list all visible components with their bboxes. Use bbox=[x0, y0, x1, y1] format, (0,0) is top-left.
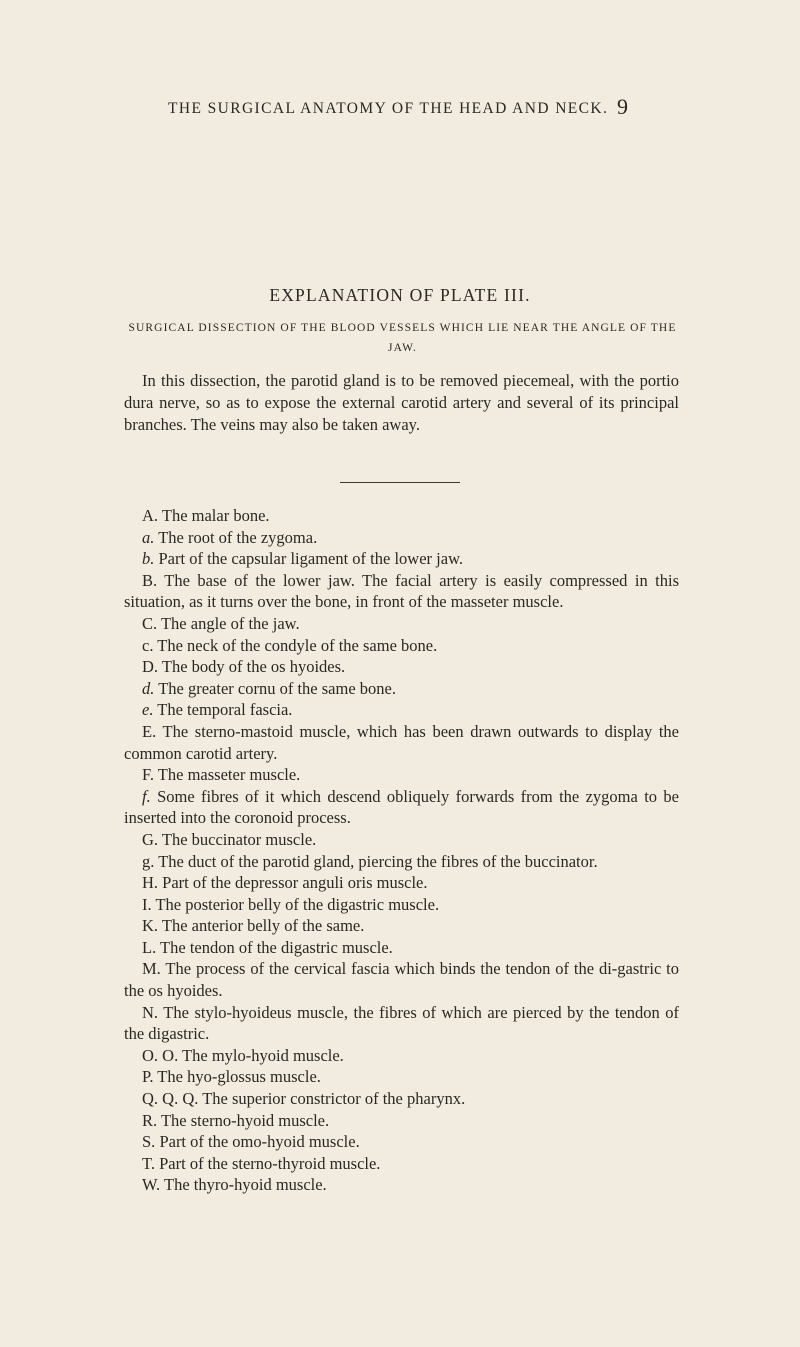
legend-description: The posterior belly of the digastric muscle. bbox=[151, 894, 440, 914]
legend-key: K. bbox=[142, 916, 159, 936]
legend-description: The root of the zygoma. bbox=[154, 527, 318, 547]
legend-description: The angle of the jaw. bbox=[157, 613, 300, 633]
legend-description: The buccinator muscle. bbox=[158, 829, 317, 849]
legend-key: P. bbox=[142, 1067, 154, 1087]
legend-entry bbox=[124, 1066, 679, 1088]
plate-subtitle: SURGICAL DISSECTION OF THE BLOOD VESSELS WHICH LIE NEAR THE ANGLE OF THE JAW. bbox=[128, 322, 677, 354]
legend-description: Part of the depressor anguli oris muscle. bbox=[158, 873, 428, 893]
legend-description: The mylo-hyoid muscle. bbox=[178, 1045, 344, 1065]
running-title: THE SURGICAL ANATOMY OF THE HEAD AND NECK. bbox=[168, 100, 609, 117]
legend-entry bbox=[124, 548, 679, 570]
legend-description: The stylo-hyoideus muscle, the fibres of which are pierced by the tendon of the digastric. bbox=[124, 1002, 679, 1044]
legend-entry bbox=[124, 851, 679, 873]
legend-entry bbox=[124, 570, 679, 613]
legend-description: The tendon of the digastric muscle. bbox=[156, 937, 393, 957]
legend-entry bbox=[124, 829, 679, 851]
legend-key: L. bbox=[142, 937, 157, 957]
legend-entry bbox=[124, 894, 679, 916]
legend-entry bbox=[124, 678, 679, 700]
legend-entry bbox=[124, 721, 679, 764]
legend-key: G. bbox=[142, 829, 159, 849]
intro-paragraph: In this dissection, the parotid gland is to be removed piecemeal, with the portio dura nerve, so as to expose the external carotid artery and several of its principal branches. The veins may also be taken away. bbox=[124, 371, 679, 434]
page-number: 9 bbox=[617, 94, 628, 119]
legend-entry bbox=[124, 1110, 679, 1132]
legend-entry bbox=[124, 613, 679, 635]
legend-entry bbox=[124, 958, 679, 1001]
legend-key: b. bbox=[142, 549, 155, 569]
legend-description: The neck of the condyle of the same bone. bbox=[153, 635, 438, 655]
legend-key: H. bbox=[142, 873, 159, 893]
legend-description: The process of the cervical fascia which binds the tendon of the di-gastric to the os hyoides. bbox=[124, 959, 679, 1001]
legend-entry bbox=[124, 656, 679, 678]
legend-entry bbox=[124, 1131, 679, 1153]
legend-key: c. bbox=[142, 635, 154, 655]
legend-description: The sterno-mastoid muscle, which has been drawn outwards to display the common carotid artery. bbox=[124, 721, 679, 763]
legend-description: The superior constrictor of the pharynx. bbox=[198, 1089, 466, 1109]
legend-description: The anterior belly of the same. bbox=[158, 916, 365, 936]
legend-description: The temporal fascia. bbox=[153, 700, 293, 720]
legend-key: T. bbox=[142, 1153, 155, 1173]
legend-key: R. bbox=[142, 1110, 158, 1130]
legend-key: N. bbox=[142, 1002, 159, 1022]
legend-key: M. bbox=[142, 959, 161, 979]
legend-description: The hyo-glossus muscle. bbox=[153, 1067, 321, 1087]
plate-title: EXPLANATION OF PLATE III. bbox=[269, 285, 531, 305]
legend-description: Part of the omo-hyoid muscle. bbox=[155, 1132, 360, 1152]
legend-key: f. bbox=[142, 786, 151, 806]
legend-key: A. bbox=[142, 506, 159, 525]
legend-entry bbox=[124, 1002, 679, 1045]
legend-key: Q. Q. Q. bbox=[142, 1089, 199, 1109]
legend-entry bbox=[124, 1045, 679, 1067]
legend-entry bbox=[124, 1088, 679, 1110]
legend-description: The masseter muscle. bbox=[153, 765, 301, 785]
legend-key: a. bbox=[142, 527, 155, 547]
legend-description: The duct of the parotid gland, piercing the fibres of the buccinator. bbox=[154, 851, 598, 871]
legend-entry bbox=[124, 937, 679, 959]
legend-entry bbox=[124, 915, 679, 937]
legend-key: E. bbox=[142, 721, 157, 741]
legend-description: The thyro-hyoid muscle. bbox=[160, 1175, 327, 1195]
legend-entry bbox=[124, 786, 679, 829]
legend-entry bbox=[124, 764, 679, 786]
legend-description: Part of the sterno-thyroid muscle. bbox=[154, 1153, 381, 1173]
legend-key: C. bbox=[142, 613, 158, 633]
legend-key: B. bbox=[142, 570, 158, 590]
running-head bbox=[0, 94, 800, 124]
legend-entry bbox=[124, 1153, 679, 1175]
legend-description: The malar bone. bbox=[158, 506, 270, 525]
legend-key: I. bbox=[142, 894, 152, 914]
legend-key: F. bbox=[142, 765, 154, 785]
legend-description: Some fibres of it which descend obliquely forwards from the zygoma to be inserted into the coronoid process. bbox=[124, 786, 679, 828]
legend-key: W. bbox=[142, 1175, 161, 1195]
legend-entry bbox=[124, 1174, 679, 1196]
legend-entry bbox=[124, 699, 679, 721]
legend-key: S. bbox=[142, 1132, 156, 1152]
legend-key: d. bbox=[142, 678, 155, 698]
legend-key: e. bbox=[142, 700, 154, 720]
legend-entry bbox=[124, 527, 679, 549]
legend-entry bbox=[124, 635, 679, 657]
legend-description: The body of the os hyoides. bbox=[158, 657, 346, 677]
legend-description: The sterno-hyoid muscle. bbox=[157, 1110, 330, 1130]
legend-description: The greater cornu of the same bone. bbox=[154, 678, 396, 698]
legend-key: D. bbox=[142, 657, 159, 677]
legend-description: Part of the capsular ligament of the lower jaw. bbox=[154, 549, 464, 569]
legend-description: The base of the lower jaw. The facial artery is easily compressed in this situation, as it turns over the bone, in front of the masseter muscle. bbox=[124, 570, 679, 612]
section-divider bbox=[340, 482, 460, 483]
legend-entry bbox=[124, 505, 679, 527]
legend-key: O. O. bbox=[142, 1045, 179, 1065]
legend-key: g. bbox=[142, 851, 155, 871]
plate-legend bbox=[124, 505, 679, 1196]
legend-entry bbox=[124, 872, 679, 894]
